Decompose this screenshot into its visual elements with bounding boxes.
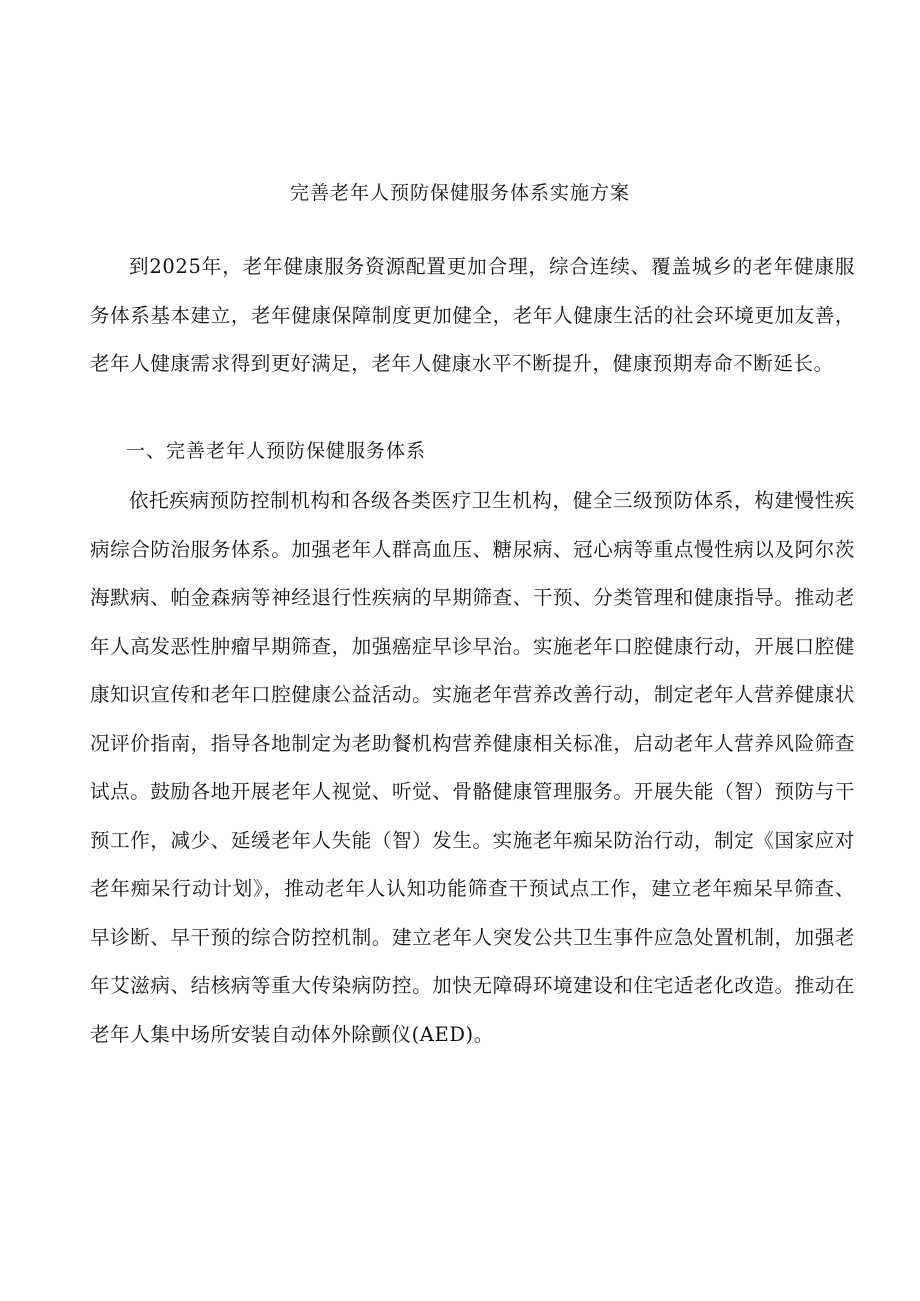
document-title: 完善老年人预防保健服务体系实施方案 (289, 182, 630, 204)
section-paragraph: 依托疾病预防控制机构和各级各类医疗卫生机构，健全三级预防体系，构建慢性疾病综合防治服务体系。加强老年人群高血压、糖尿病、冠心病等重点慢性病以及阿尔茨海默病、帕金森病等神经退行性疾病的早期筛查、干预、分类管理和健康指导。推动老年人高发恶性肿瘤早期筛查，加强癌症早诊早治。实施老年口腔健康行动，开展口腔健康知识宣传和老年口腔健康公益活动。实施老年营养改善行动，制定老年人营养健康状况评价指南，指导各地制定为老助餐机构营养健康相关标准，启动老年人营养风险筛查试点。鼓励各地开展老年人视觉、听觉、骨骼健康管理服务。开展失能（智）预防与干预工作，减少、延缓老年人失能（智）发生。实施老年痴呆防治行动，制定《国家应对老年痴呆行动计划》，推动老年人认知功能筛查干预试点工作，建立老年痴呆早筛查、早诊断、早干预的综合防控机制。建立老年人突发公共卫生事件应急处置机制，加强老年艾滋病、结核病等重大传染病防控。加快无障碍环境建设和住宅适老化改造。推动在老年人集中场所安装自动体外除颤仪(AED)。 (90, 489, 855, 1046)
section-heading: 一、完善老年人预防保健服务体系 (126, 440, 427, 462)
intro-paragraph: 到2025年，老年健康服务资源配置更加合理，综合连续、覆盖城乡的老年健康服务体系基本建立，老年健康保障制度更加健全，老年人健康生活的社会环境更加友善，老年人健康需求得到更好满足，老年人健康水平不断提升，健康预期寿命不断延长。 (90, 255, 855, 375)
